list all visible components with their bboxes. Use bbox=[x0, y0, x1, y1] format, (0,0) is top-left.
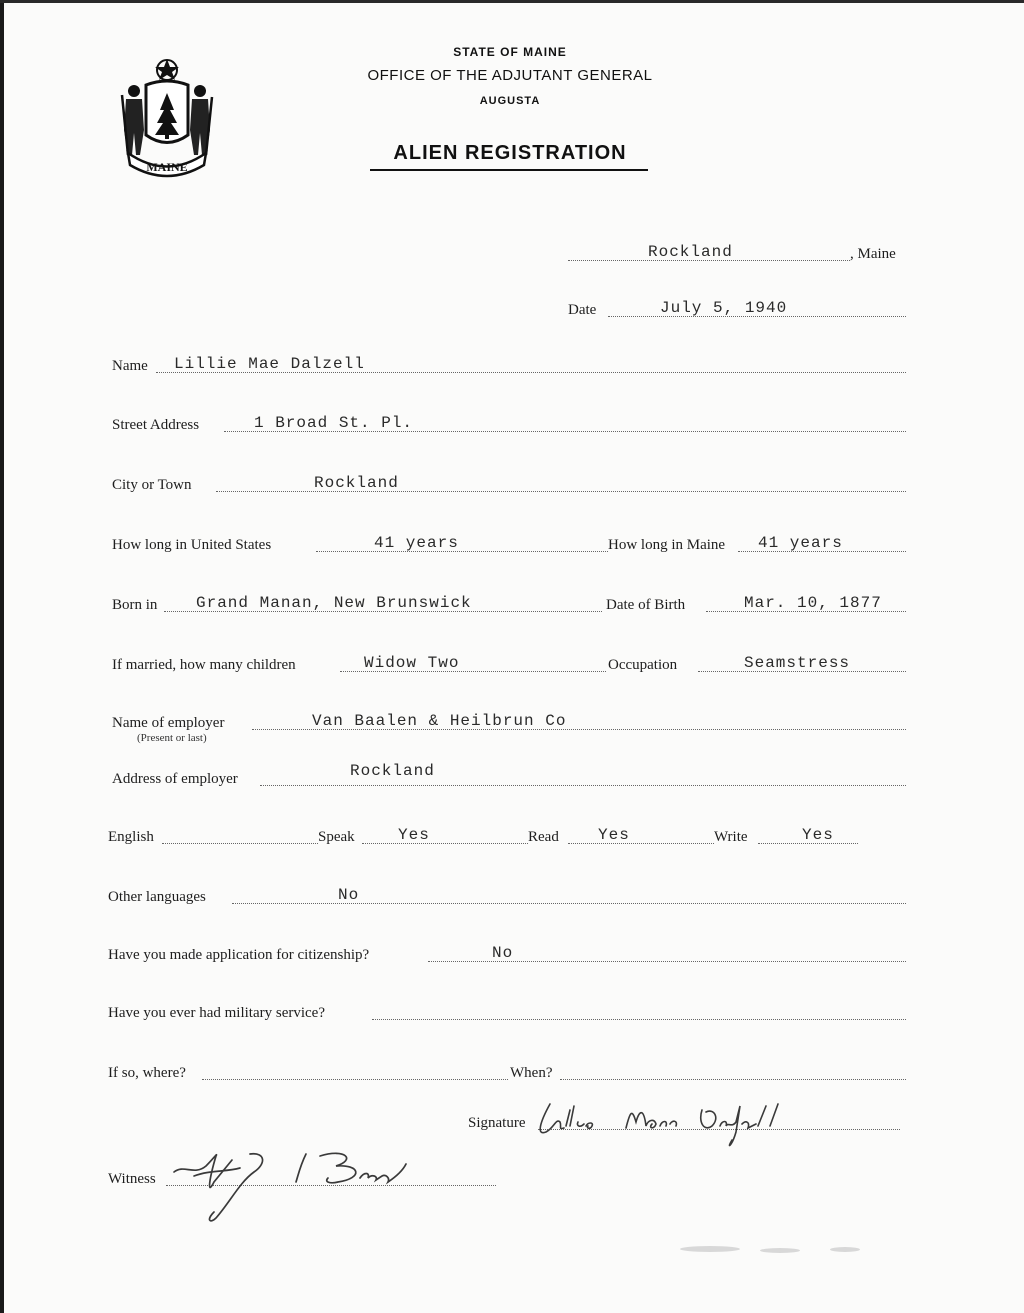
employer-address-row bbox=[112, 762, 908, 790]
read-label: Read bbox=[528, 829, 559, 845]
where-row bbox=[108, 1062, 908, 1084]
occupation-label: Occupation bbox=[608, 657, 678, 673]
state-heading: STATE OF MAINE bbox=[453, 45, 567, 59]
place-value: Rockland bbox=[648, 243, 733, 261]
employer-sublabel: (Present or last) bbox=[137, 732, 207, 744]
seal-motto: MAINE bbox=[146, 160, 188, 174]
maine-duration-value: 41 years bbox=[758, 534, 843, 552]
applicant-signature bbox=[536, 1092, 826, 1156]
street-label: Street Address bbox=[112, 417, 200, 433]
scan-artifact bbox=[680, 1246, 740, 1252]
dob-value: Mar. 10, 1877 bbox=[744, 594, 882, 612]
maine-duration-label: How long in Maine bbox=[608, 537, 726, 553]
birth-row bbox=[112, 594, 908, 616]
city-heading: AUGUSTA bbox=[479, 95, 541, 107]
employer-label: Name of employer bbox=[112, 715, 225, 731]
street-row bbox=[112, 414, 908, 436]
citizenship-row bbox=[108, 944, 908, 966]
english-row bbox=[108, 826, 908, 848]
born-value: Grand Manan, New Brunswick bbox=[196, 594, 472, 612]
born-label: Born in bbox=[112, 597, 158, 613]
name-label: Name bbox=[112, 358, 148, 374]
city-label: City or Town bbox=[112, 477, 192, 493]
place-row bbox=[568, 243, 913, 265]
children-row bbox=[112, 654, 908, 676]
employer-address-value: Rockland bbox=[350, 762, 435, 780]
street-value: 1 Broad St. Pl. bbox=[254, 414, 414, 432]
date-value: July 5, 1940 bbox=[660, 299, 788, 317]
military-label: Have you ever had military service? bbox=[108, 1005, 325, 1021]
occupation-value: Seamstress bbox=[744, 654, 851, 672]
scan-border-left bbox=[0, 0, 4, 1313]
name-row bbox=[112, 355, 908, 377]
maine-seal-icon bbox=[114, 55, 220, 180]
scan-artifact bbox=[760, 1248, 800, 1253]
witness-signature bbox=[170, 1142, 430, 1224]
employer-row bbox=[112, 712, 908, 734]
date-row bbox=[568, 299, 908, 321]
us-duration-value: 41 years bbox=[374, 534, 459, 552]
children-value: Widow Two bbox=[364, 654, 460, 672]
title-underline bbox=[370, 169, 648, 171]
children-label: If married, how many children bbox=[112, 657, 296, 673]
signature-value: Lillie Mae Dalzell bbox=[536, 1154, 544, 1155]
citizenship-label: Have you made application for citizenship? bbox=[108, 947, 370, 963]
city-row bbox=[112, 474, 908, 496]
scan-artifact bbox=[830, 1247, 860, 1252]
citizenship-value: No bbox=[492, 944, 514, 962]
speak-label: Speak bbox=[318, 829, 355, 845]
read-value: Yes bbox=[598, 826, 630, 844]
speak-value: Yes bbox=[398, 826, 430, 844]
office-heading: OFFICE OF THE ADJUTANT GENERAL bbox=[367, 67, 653, 84]
employer-value: Van Baalen & Heilbrun Co bbox=[312, 712, 567, 730]
write-label: Write bbox=[714, 829, 748, 845]
languages-row bbox=[108, 886, 908, 908]
scan-border-top bbox=[0, 0, 1024, 3]
languages-value: No bbox=[338, 886, 360, 904]
date-label: Date bbox=[568, 302, 597, 318]
employer-address-label: Address of employer bbox=[112, 771, 238, 787]
duration-row bbox=[112, 534, 908, 556]
city-value: Rockland bbox=[314, 474, 399, 492]
dob-label: Date of Birth bbox=[606, 597, 686, 613]
us-duration-label: How long in United States bbox=[112, 537, 272, 553]
name-value: Lillie Mae Dalzell bbox=[174, 355, 365, 373]
write-value: Yes bbox=[802, 826, 834, 844]
form-title: ALIEN REGISTRATION bbox=[393, 142, 627, 164]
witness-label: Witness bbox=[108, 1171, 156, 1187]
when-label: When? bbox=[510, 1065, 553, 1081]
where-label: If so, where? bbox=[108, 1065, 186, 1081]
english-label: English bbox=[108, 829, 154, 845]
military-row bbox=[108, 1002, 908, 1024]
place-suffix: , Maine bbox=[850, 246, 896, 262]
signature-label: Signature bbox=[468, 1115, 526, 1131]
witness-value: A. J. Bird bbox=[170, 1222, 174, 1223]
languages-label: Other languages bbox=[108, 889, 206, 905]
